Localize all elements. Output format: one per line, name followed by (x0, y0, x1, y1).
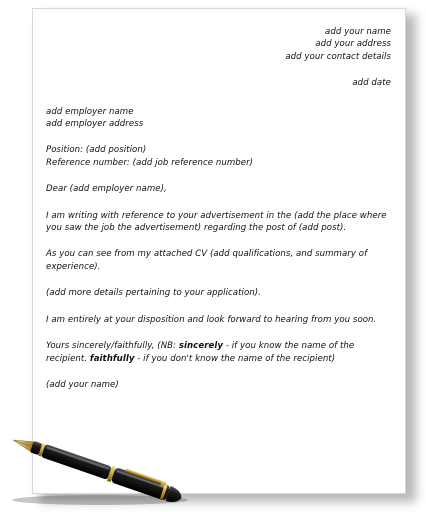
job-details (46, 144, 394, 169)
sender-block (46, 26, 394, 90)
spacer (46, 63, 391, 77)
cover-letter (46, 26, 394, 391)
position-line: Position: (add position) (46, 145, 147, 156)
fountain-pen-icon (0, 430, 200, 510)
letter-page (32, 8, 406, 494)
closing-middle: - if you know the name of the recipient. (46, 341, 355, 364)
employer-name: add employer name (46, 106, 134, 117)
spacer (46, 196, 394, 210)
closing-prefix: Yours sincerely/faithfully, (NB: (46, 341, 179, 352)
paragraph-details: (add more details pertaining to your application). (46, 288, 261, 299)
spacer (46, 365, 394, 379)
employer-block (46, 106, 394, 131)
signature: (add your name) (46, 379, 119, 390)
spacer (46, 169, 394, 183)
closing-sincerely: sincerely (178, 341, 224, 352)
employer-address: add employer address (46, 119, 144, 130)
spacer (46, 326, 394, 340)
closing-line (46, 340, 394, 365)
closing-suffix: - if you don't know the name of the recipient) (134, 353, 336, 364)
spacer (46, 234, 394, 248)
spacer (46, 130, 394, 144)
sender-address: add your address (315, 39, 391, 50)
paragraph-disposition: I am entirely at your disposition and look forward to hearing from you soon. (46, 314, 377, 325)
salutation: Dear (add employer name), (46, 184, 167, 195)
spacer (46, 90, 394, 106)
sender-contact: add your contact details (285, 51, 391, 62)
paragraph-reference: I am writing with reference to your advertisement in the (add the place where you saw the job the advertisement) regarding the post of (add post). (46, 210, 387, 234)
closing-faithfully: faithfully (89, 353, 135, 364)
spacer (46, 273, 394, 287)
sender-name: add your name (325, 27, 391, 37)
spacer (46, 300, 394, 314)
letter-date: add date (352, 78, 391, 89)
paragraph-cv: As you can see from my attached CV (add qualifications, and summary of experience). (46, 249, 368, 272)
reference-line: Reference number: (add job reference number) (46, 157, 254, 168)
